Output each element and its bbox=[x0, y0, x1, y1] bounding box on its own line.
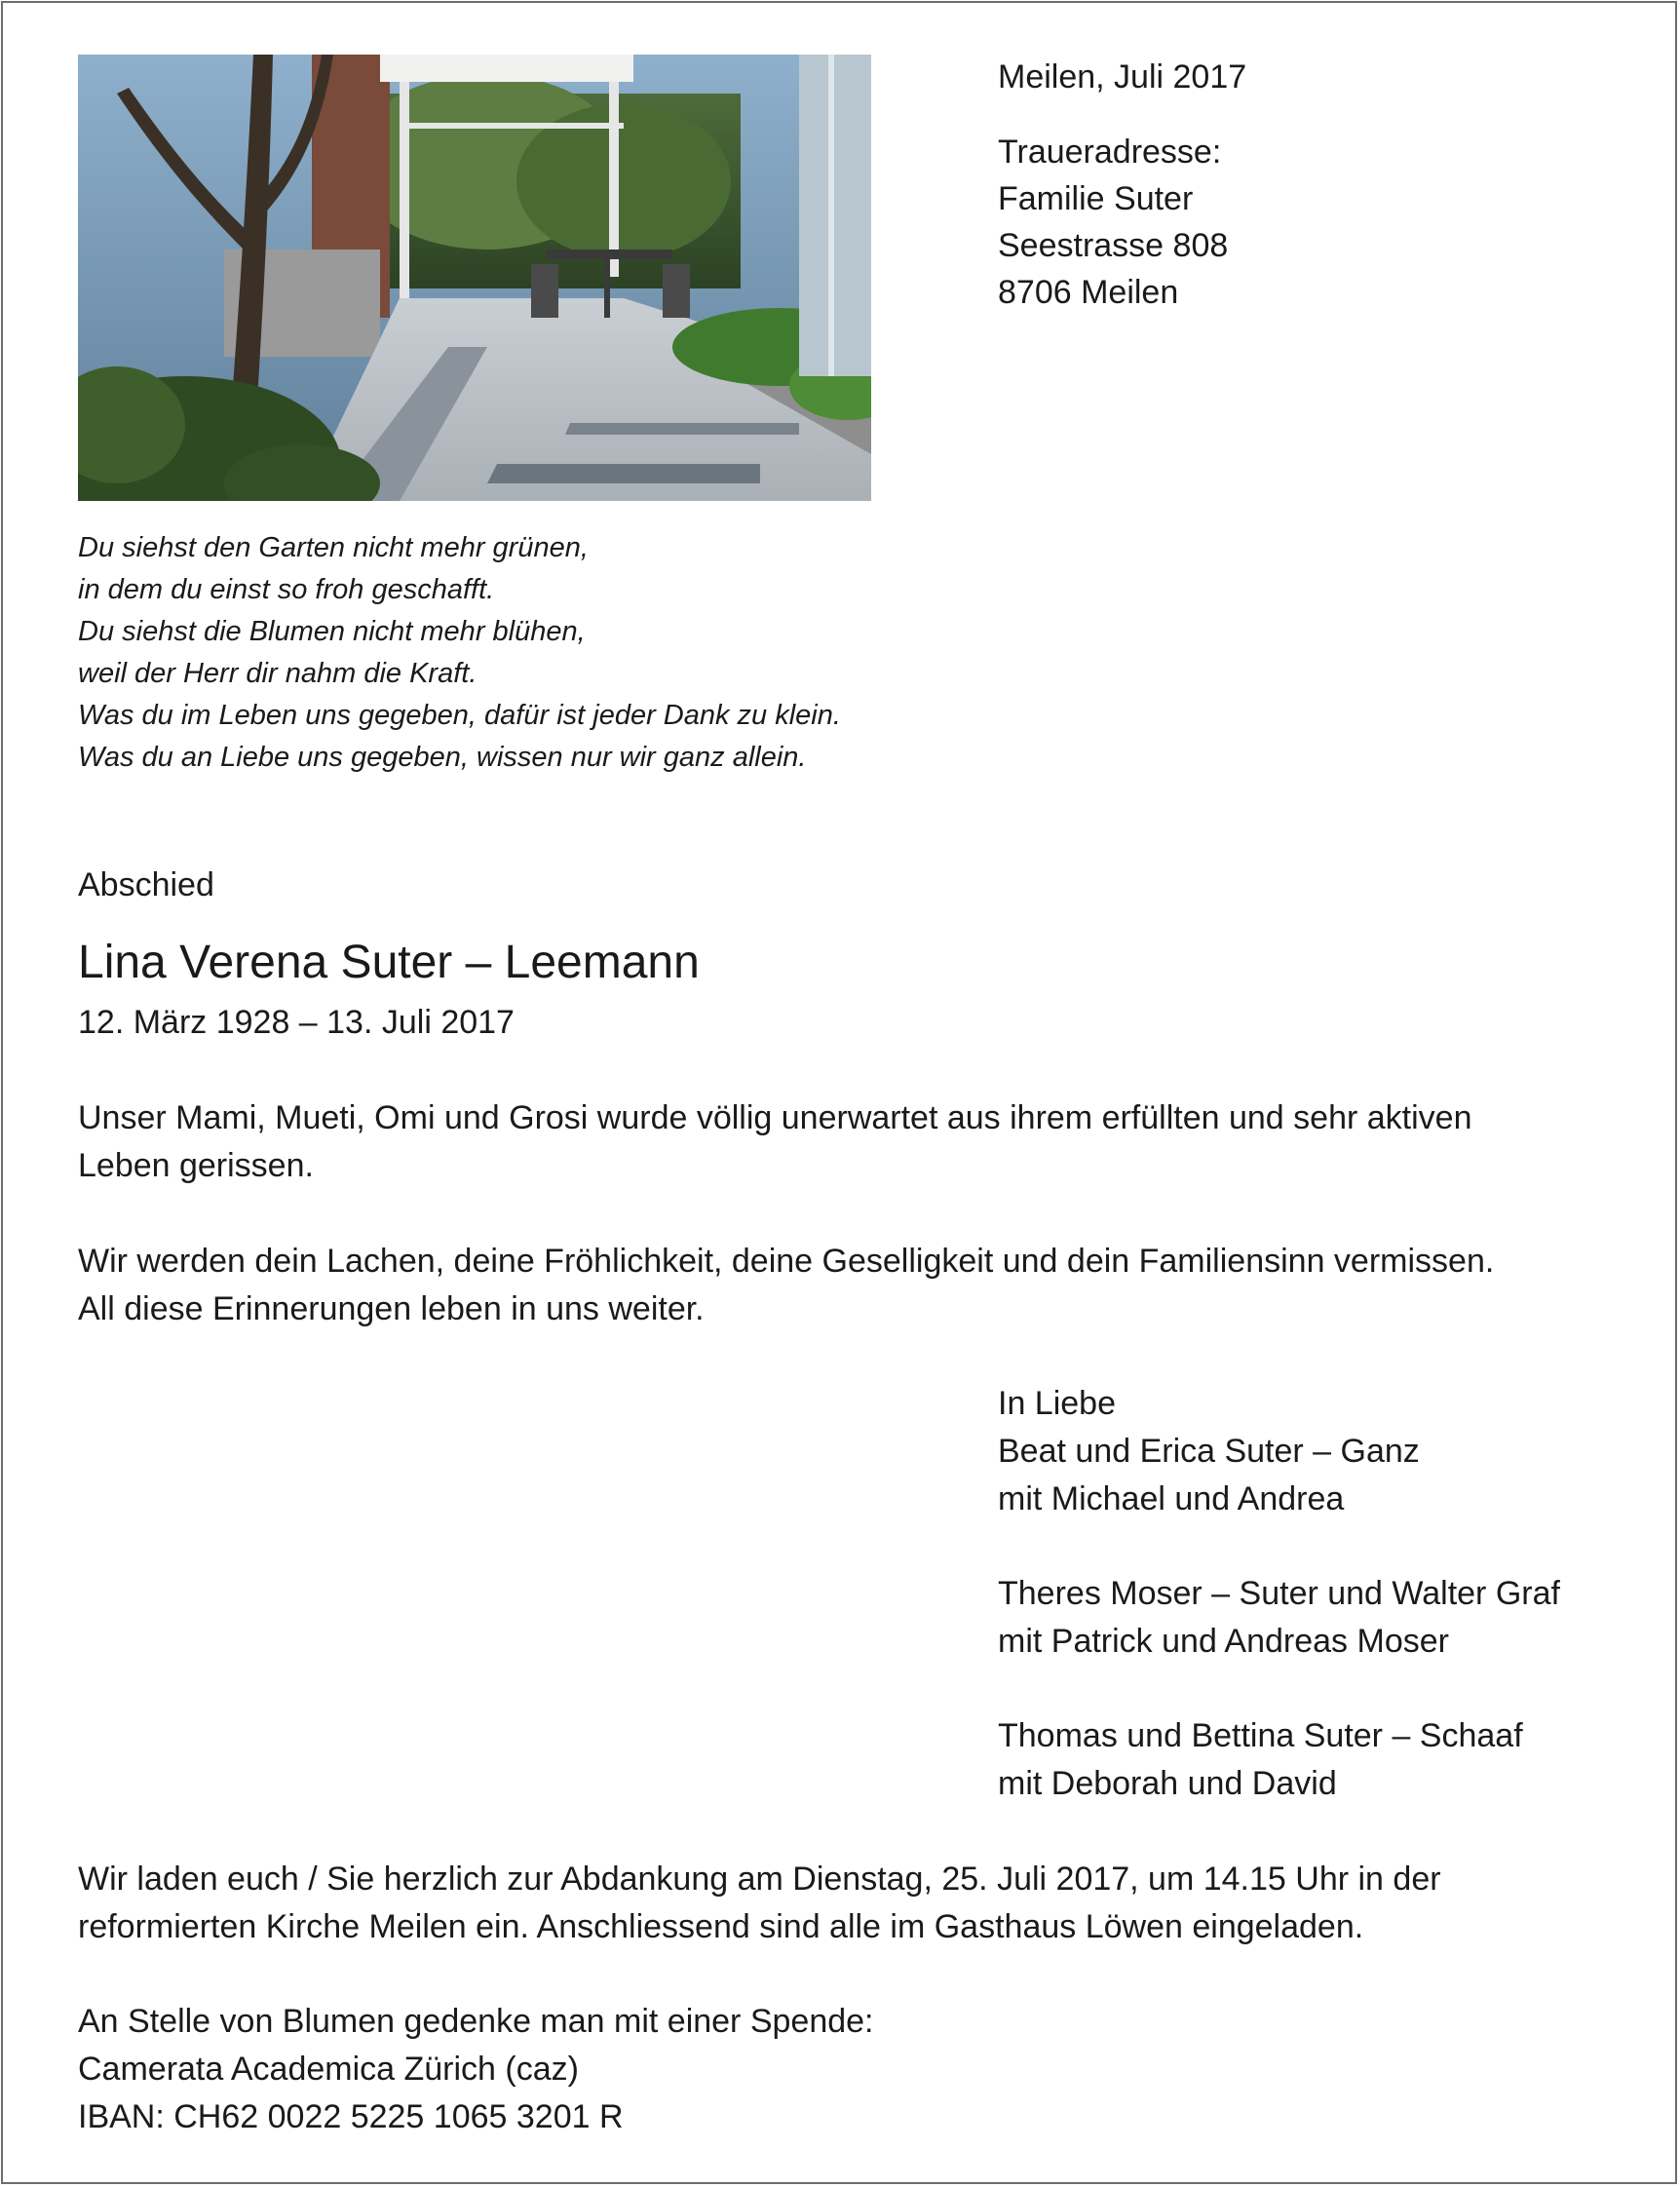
poem-line-6: Was du an Liebe uns gegeben, wissen nur wir ganz allein. bbox=[78, 742, 807, 773]
donation-line-1: An Stelle von Blumen gedenke man mit einer Spende: bbox=[78, 2003, 874, 2040]
signature-group-2-line-2: mit Patrick und Andreas Moser bbox=[998, 1623, 1449, 1660]
paragraph-1-line-2: Leben gerissen. bbox=[78, 1147, 314, 1184]
poem-line-3: Du siehst die Blumen nicht mehr blühen, bbox=[78, 616, 586, 647]
place-date: Meilen, Juli 2017 bbox=[998, 58, 1247, 96]
signature-group-1-line-2: mit Michael und Andrea bbox=[998, 1480, 1345, 1517]
address-line-1: Familie Suter bbox=[998, 180, 1194, 217]
paragraph-1-line-1: Unser Mami, Mueti, Omi und Grosi wurde völlig unerwartet aus ihrem erfüllten und sehr aktiven bbox=[78, 1099, 1472, 1136]
invitation-line-1: Wir laden euch / Sie herzlich zur Abdankung am Dienstag, 25. Juli 2017, um 14.15 Uhr in der bbox=[78, 1861, 1441, 1898]
signature-group-3-line-2: mit Deborah und David bbox=[998, 1765, 1337, 1802]
address-line-3: 8706 Meilen bbox=[998, 274, 1179, 311]
signature-intro: In Liebe bbox=[998, 1385, 1116, 1422]
garden-terrace-image bbox=[78, 55, 871, 501]
paragraph-2-line-2: All diese Erinnerungen leben in uns weiter. bbox=[78, 1290, 705, 1327]
signature-group-2-line-1: Theres Moser – Suter und Walter Graf bbox=[998, 1575, 1560, 1612]
address-title: Traueradresse: bbox=[998, 134, 1222, 171]
poem-line-4: weil der Herr dir nahm die Kraft. bbox=[78, 658, 477, 689]
signature-group-3-line-1: Thomas und Bettina Suter – Schaaf bbox=[998, 1717, 1523, 1754]
paragraph-2-line-1: Wir werden dein Lachen, deine Fröhlichkeit, deine Geselligkeit und dein Familiensinn vermissen. bbox=[78, 1243, 1495, 1280]
announcement-label: Abschied bbox=[78, 866, 214, 903]
signature-group-1-line-1: Beat und Erica Suter – Ganz bbox=[998, 1433, 1420, 1470]
invitation-line-2: reformierten Kirche Meilen ein. Anschliessend sind alle im Gasthaus Löwen eingeladen. bbox=[78, 1908, 1364, 1945]
donation-iban: IBAN: CH62 0022 5225 1065 3201 R bbox=[78, 2098, 624, 2135]
garden-terrace-photo bbox=[78, 55, 871, 501]
donation-line-2: Camerata Academica Zürich (caz) bbox=[78, 2051, 579, 2088]
poem-line-2: in dem du einst so froh geschafft. bbox=[78, 574, 495, 605]
life-dates: 12. März 1928 – 13. Juli 2017 bbox=[78, 1004, 515, 1041]
deceased-name: Lina Verena Suter – Leemann bbox=[78, 937, 700, 988]
poem-line-1: Du siehst den Garten nicht mehr grünen, bbox=[78, 532, 589, 563]
address-line-2: Seestrasse 808 bbox=[998, 227, 1229, 264]
poem-line-5: Was du im Leben uns gegeben, dafür ist jeder Dank zu klein. bbox=[78, 700, 841, 731]
